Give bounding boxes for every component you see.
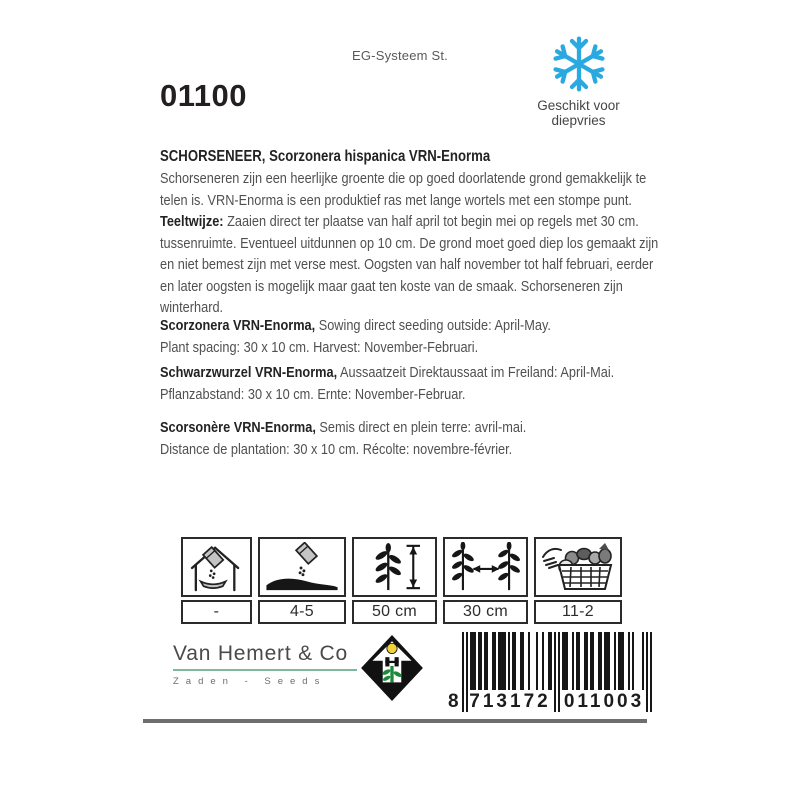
freezer-label-line1: Geschikt voor xyxy=(537,98,620,113)
pictogram-indoor-sowing xyxy=(181,537,252,624)
freezer-label-line2: diepvries xyxy=(551,113,606,128)
brand-logo-block xyxy=(173,642,359,687)
pictogram-label: 50 cm xyxy=(352,600,437,624)
barcode-digit-group2: 011003 xyxy=(563,691,645,712)
description-de xyxy=(160,362,666,405)
description-fr-lead: Scorsonère VRN-Enorma, xyxy=(160,419,316,436)
brand-name: Van Hemert & Co xyxy=(173,642,349,665)
description-fr-line1 xyxy=(160,417,666,439)
pictogram-label: 11-2 xyxy=(534,600,622,624)
description-de-line2: Pflanzabstand: 30 x 10 cm. Ernte: November-Februar. xyxy=(160,385,466,403)
pictogram-label: 30 cm xyxy=(443,600,528,624)
brand-tagline: Zaden - Seeds xyxy=(173,676,327,687)
description-en xyxy=(160,315,666,358)
barcode-digit-group1: 713172 xyxy=(469,691,551,712)
freezer-suitability-badge xyxy=(516,34,641,128)
description-en-rest: Sowing direct seeding outside: April-May. xyxy=(315,317,551,334)
pictogram-row xyxy=(181,537,622,624)
barcode-bars xyxy=(448,632,652,714)
snowflake-icon xyxy=(549,34,609,94)
pictogram-harvest-period xyxy=(534,537,622,624)
description-fr-rest: Semis direct en plein terre: avril-mai. xyxy=(315,419,527,436)
description-nl-lead: Teeltwijze: xyxy=(160,213,224,230)
description-en-line2: Plant spacing: 30 x 10 cm. Harvest: November-Februari. xyxy=(160,338,479,356)
brand-rule xyxy=(173,669,357,671)
barcode-digit-first: 8 xyxy=(448,691,462,712)
pictogram-label: - xyxy=(181,600,252,624)
pictogram-direct-sowing xyxy=(258,537,346,624)
pictogram-plant-height xyxy=(352,537,437,624)
description-en-lead: Scorzonera VRN-Enorma, xyxy=(160,317,316,334)
van-hemert-diamond-logo xyxy=(360,634,424,707)
bottom-rule xyxy=(143,719,647,723)
description-de-lead: Schwarzwurzel VRN-Enorma, xyxy=(160,364,338,381)
freezer-label xyxy=(516,98,641,128)
harvest-basket-icon xyxy=(534,537,622,597)
product-title: SCHORSENEER, Scorzonera hispanica VRN-Enorma xyxy=(160,148,491,165)
description-de-line1 xyxy=(160,362,666,384)
ean-barcode xyxy=(448,632,652,714)
description-nl-part2: Zaaien direct ter plaatse van half april tot begin mei op regels met 30 cm. tussenruimte. Eventueel uitdunnen op 10 cm. De grond moet goed diep los gemaakt zijn en niet bemest zijn met verse mest. Oogsten van half november tot half februari, eerder en later oogsten is mogelijk maar gaat ten koste van de smaak. Schorseneren zijn winterhard. xyxy=(160,213,659,316)
eg-system-label: EG-Systeem St. xyxy=(352,48,448,63)
description-en-line1 xyxy=(160,315,666,337)
description-nl-part1: Schorseneren zijn een heerlijke groente die op goed doorlatende grond gemakkelijk te telen is. VRN-Enorma is een produktief ras met lange wortels met een stompe punt. xyxy=(160,170,647,209)
pictogram-label: 4-5 xyxy=(258,600,346,624)
description-nl xyxy=(160,168,666,319)
pictogram-plant-spacing xyxy=(443,537,528,624)
article-number: 01100 xyxy=(160,78,247,113)
indoor-sowing-icon xyxy=(181,537,252,597)
description-fr-line2: Distance de plantation: 30 x 10 cm. Récolte: novembre-février. xyxy=(160,440,513,458)
description-de-rest: Aussaatzeit Direktaussaat im Freiland: April-Mai. xyxy=(337,364,615,381)
direct-sowing-icon xyxy=(258,537,346,597)
description-fr xyxy=(160,417,666,460)
plant-height-icon xyxy=(352,537,437,597)
plant-spacing-icon xyxy=(443,537,528,597)
